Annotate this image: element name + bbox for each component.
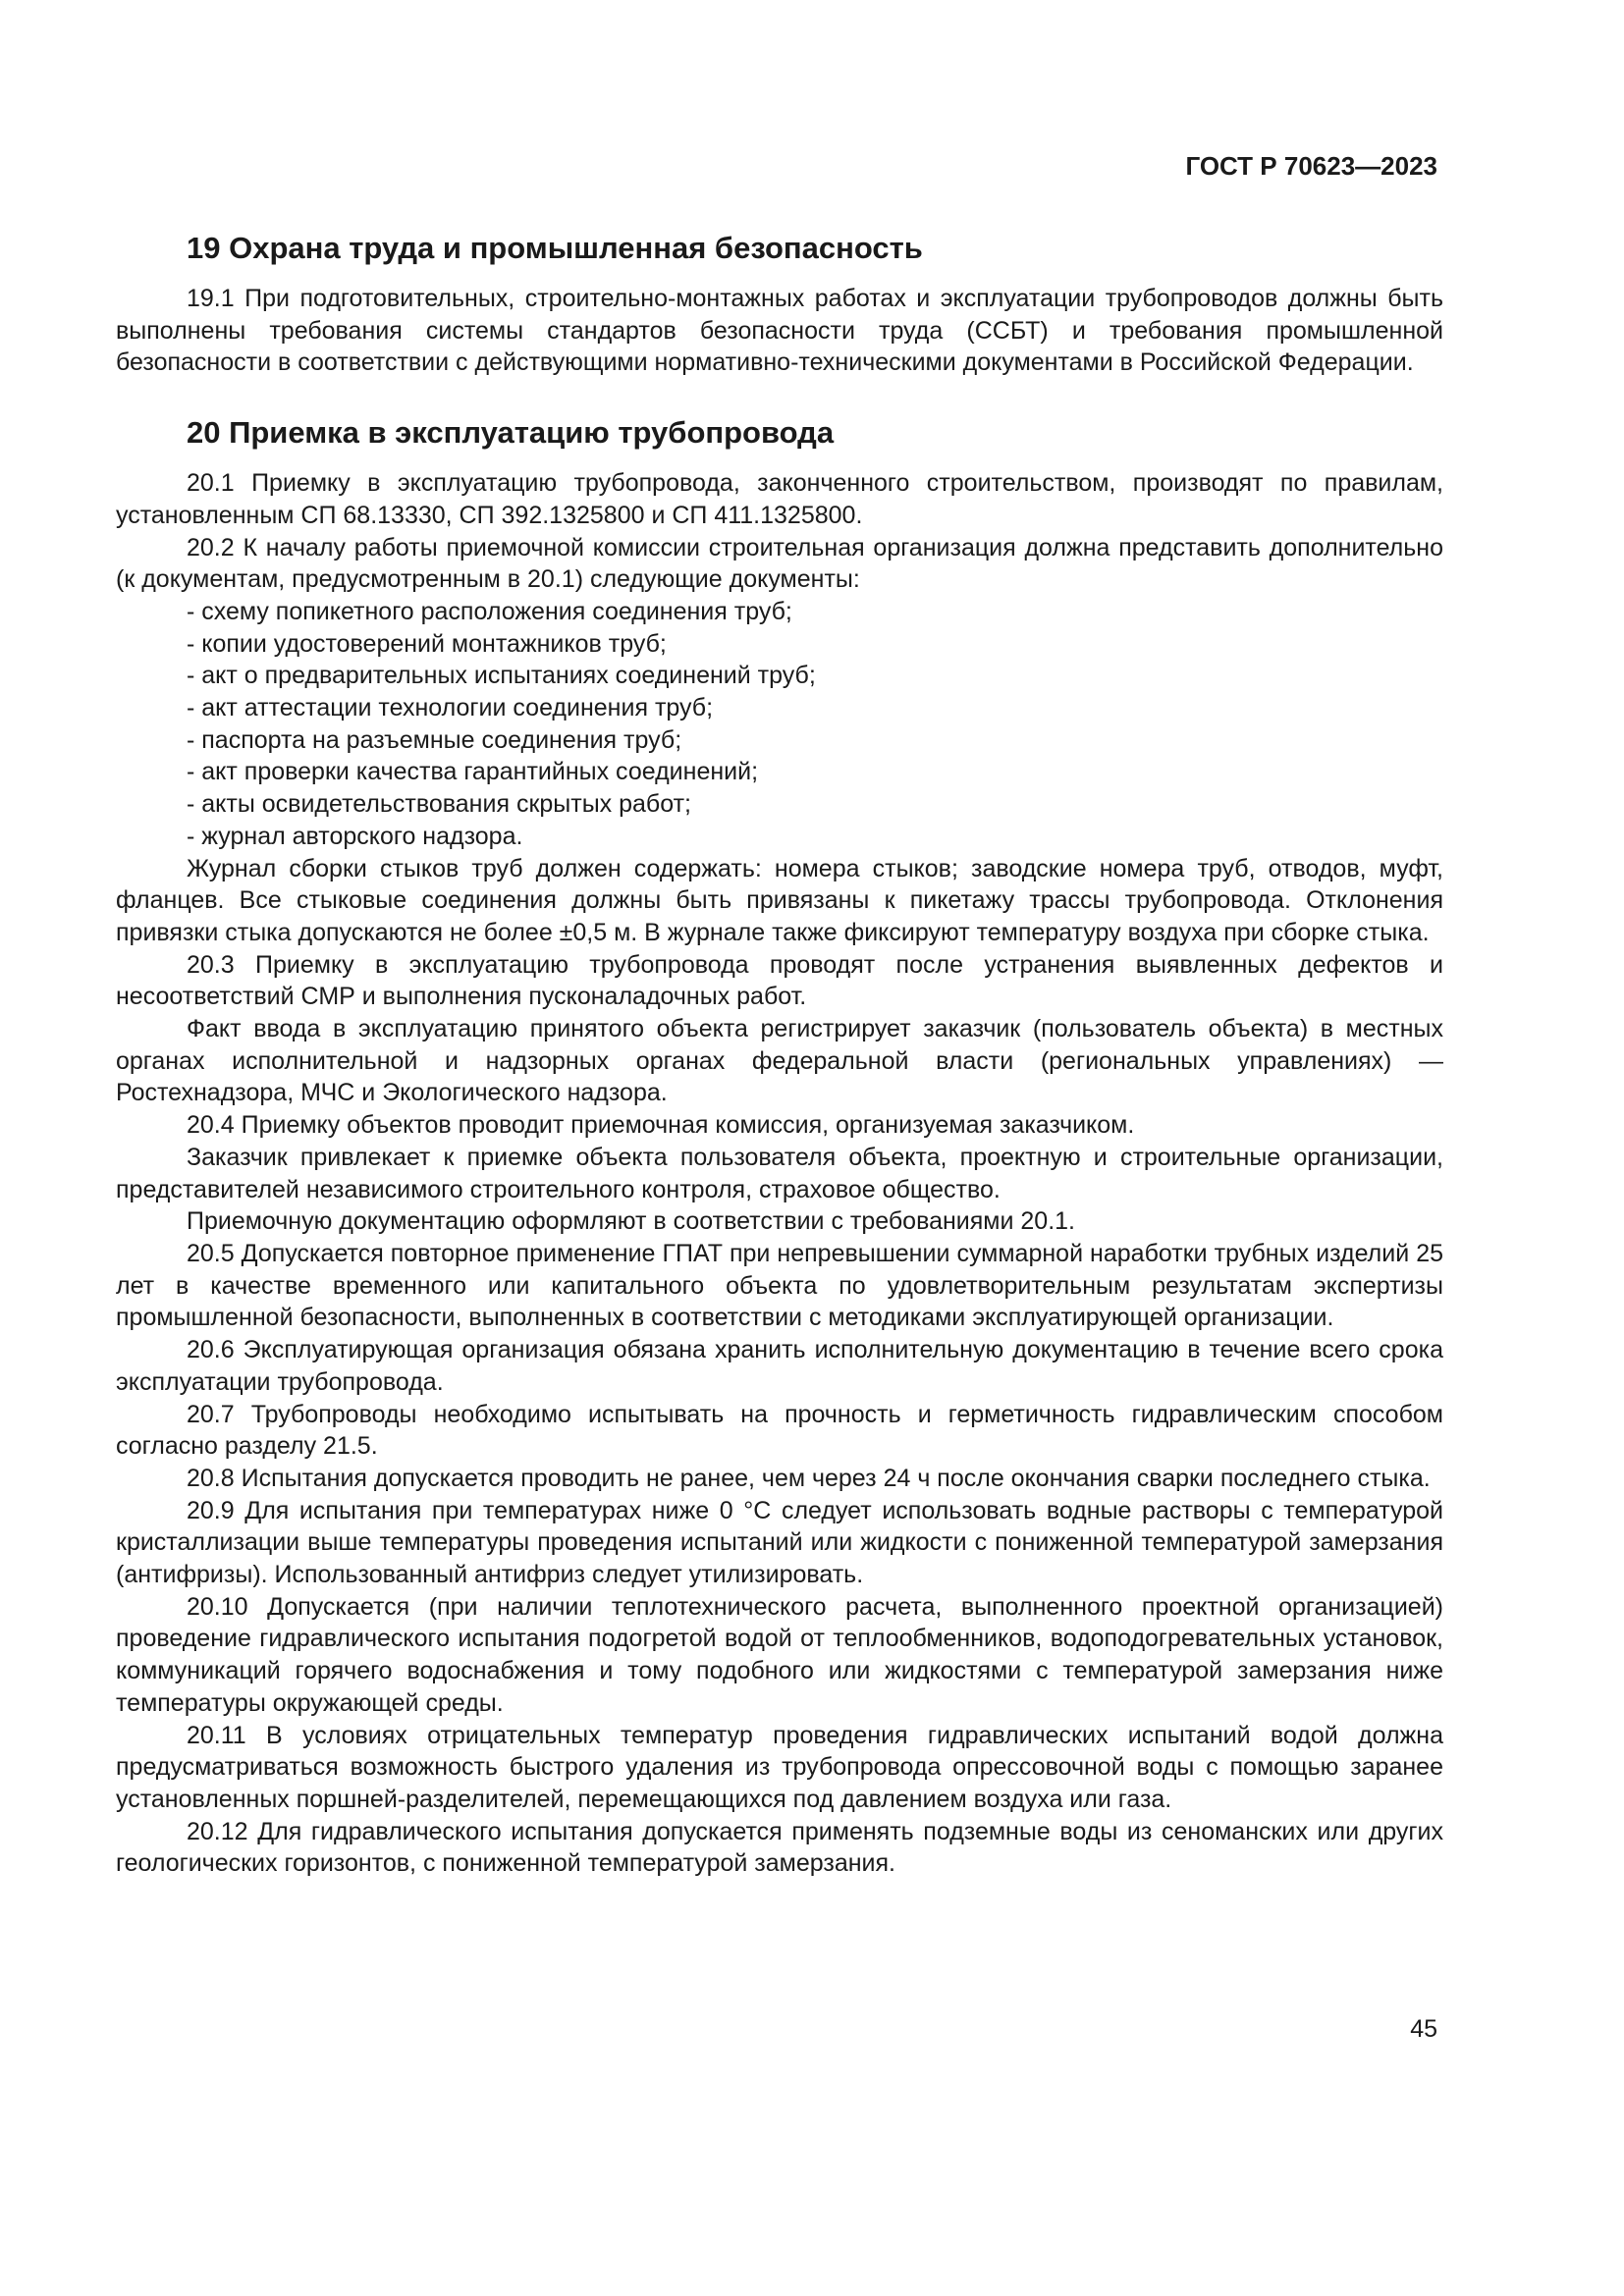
list-item: - акт о предварительных испытаниях соединений труб; xyxy=(187,662,816,690)
paragraph-20-6: 20.6 Эксплуатирующая организация обязана хранить исполнительную документацию в течение всего срока эксплуатации трубопровода. xyxy=(116,1336,1443,1396)
paragraph-20-4: 20.4 Приемку объектов проводит приемочная комиссия, организуемая заказчиком. xyxy=(187,1111,1135,1140)
list-item: - паспорта на разъемные соединения труб; xyxy=(187,725,682,754)
paragraph-20-12: 20.12 Для гидравлического испытания допускается применять подземные воды из сеноманских или других геологических горизонтов, с пониженной температурой замерзания. xyxy=(116,1817,1443,1878)
paragraph-joint-log: Журнал сборки стыков труб должен содержать: номера стыков; заводские номера труб, отводов, муфт, фланцев. Все стыковые соединения должны быть привязаны к пикетажу трассы трубопровода. Отклонения привязки стыка допускаются не более ±0,5 м. В журнале также фиксируют температуру воздуха при сборке стыка. xyxy=(116,854,1443,946)
paragraph-19-1: 19.1 При подготовительных, строительно-монтажных работах и эксплуатации трубопроводов должны быть выполнены требования системы стандартов безопасности труда (ССБТ) и требования промышленной безопасности в соответствии с действующими нормативно-техническими документами в Российской Федерации. xyxy=(116,285,1443,377)
list-item: - схему попикетного расположения соединения труб; xyxy=(187,597,792,625)
document-body xyxy=(116,218,1443,1880)
paragraph-20-3: 20.3 Приемку в эксплуатацию трубопровода проводят после устранения выявленных дефектов и несоответствий СМР и выполнения пусконаладочных работ. xyxy=(116,950,1443,1011)
document-code-header: ГОСТ Р 70623—2023 xyxy=(1185,151,1437,181)
paragraph-20-9: 20.9 Для испытания при температурах ниже 0 °С следует использовать водные растворы с температурой кристаллизации выше температуры проведения испытаний или жидкости с пониженной температурой замерзания (антифризы). Использованный антифриз следует утилизировать. xyxy=(116,1496,1443,1589)
paragraph-20-5: 20.5 Допускается повторное применение ГПАТ при непревышении суммарной наработки трубных изделий 25 лет в качестве временного или капитального объекта по удовлетворительным результатам экспертизы промышленной безопасности, выполненных в соответствии с методиками эксплуатирующей организации. xyxy=(116,1239,1443,1332)
paragraph-20-1: 20.1 Приемку в эксплуатацию трубопровода, законченного строительством, производят по правилам, установленным СП 68.13330, СП 392.1325800 и СП 411.1325800. xyxy=(116,469,1443,529)
paragraph-acceptance-docs: Приемочную документацию оформляют в соответствии с требованиями 20.1. xyxy=(187,1207,1076,1236)
section-heading-20: 20 Приемка в эксплуатацию трубопровода xyxy=(187,415,835,451)
list-item: - журнал авторского надзора. xyxy=(187,822,523,850)
paragraph-20-11: 20.11 В условиях отрицательных температур проведения гидравлических испытаний водой должна предусматриваться возможность быстрого удаления из трубопровода опрессовочной воды с помощью заранее установленных поршней-разделителей, перемещающихся под давлением воздуха или газа. xyxy=(116,1721,1443,1813)
page-number: 45 xyxy=(1410,2015,1437,2043)
paragraph-20-7: 20.7 Трубопроводы необходимо испытывать на прочность и герметичность гидравлическим способом согласно разделу 21.5. xyxy=(116,1400,1443,1461)
list-item: - копии удостоверений монтажников труб; xyxy=(187,629,667,658)
list-item: - акт проверки качества гарантийных соединений; xyxy=(187,758,759,786)
list-item: - акт аттестации технологии соединения труб; xyxy=(187,694,714,722)
list-item: - акты освидетельствования скрытых работ; xyxy=(187,790,691,819)
paragraph-commissioning-fact: Факт ввода в эксплуатацию принятого объекта регистрирует заказчик (пользователь объекта) в местных органах исполнительной и надзорных органах федеральной власти (региональных управлениях) — Ростехнадзора, МЧС и Экологического надзора. xyxy=(116,1015,1443,1107)
paragraph-20-8: 20.8 Испытания допускается проводить не ранее, чем через 24 ч после окончания сварки последнего стыка. xyxy=(187,1464,1431,1492)
paragraph-20-2: 20.2 К началу работы приемочной комиссии строительная организация должна представить дополнительно (к документам, предусмотренным в 20.1) следующие документы: xyxy=(116,533,1443,594)
paragraph-20-10: 20.10 Допускается (при наличии теплотехнического расчета, выполненного проектной организацией) проведение гидравлического испытания подогретой водой от теплообменников, водоподогревательных установок, коммуникаций горячего водоснабжения и тому подобного или жидкостями с температурой замерзания ниже температуры окружающей среды. xyxy=(116,1592,1443,1717)
paragraph-customer-involvement: Заказчик привлекает к приемке объекта пользователя объекта, проектную и строительные организации, представителей независимого строительного контроля, страховое общество. xyxy=(116,1143,1443,1203)
section-heading-19: 19 Охрана труда и промышленная безопасность xyxy=(187,231,923,265)
